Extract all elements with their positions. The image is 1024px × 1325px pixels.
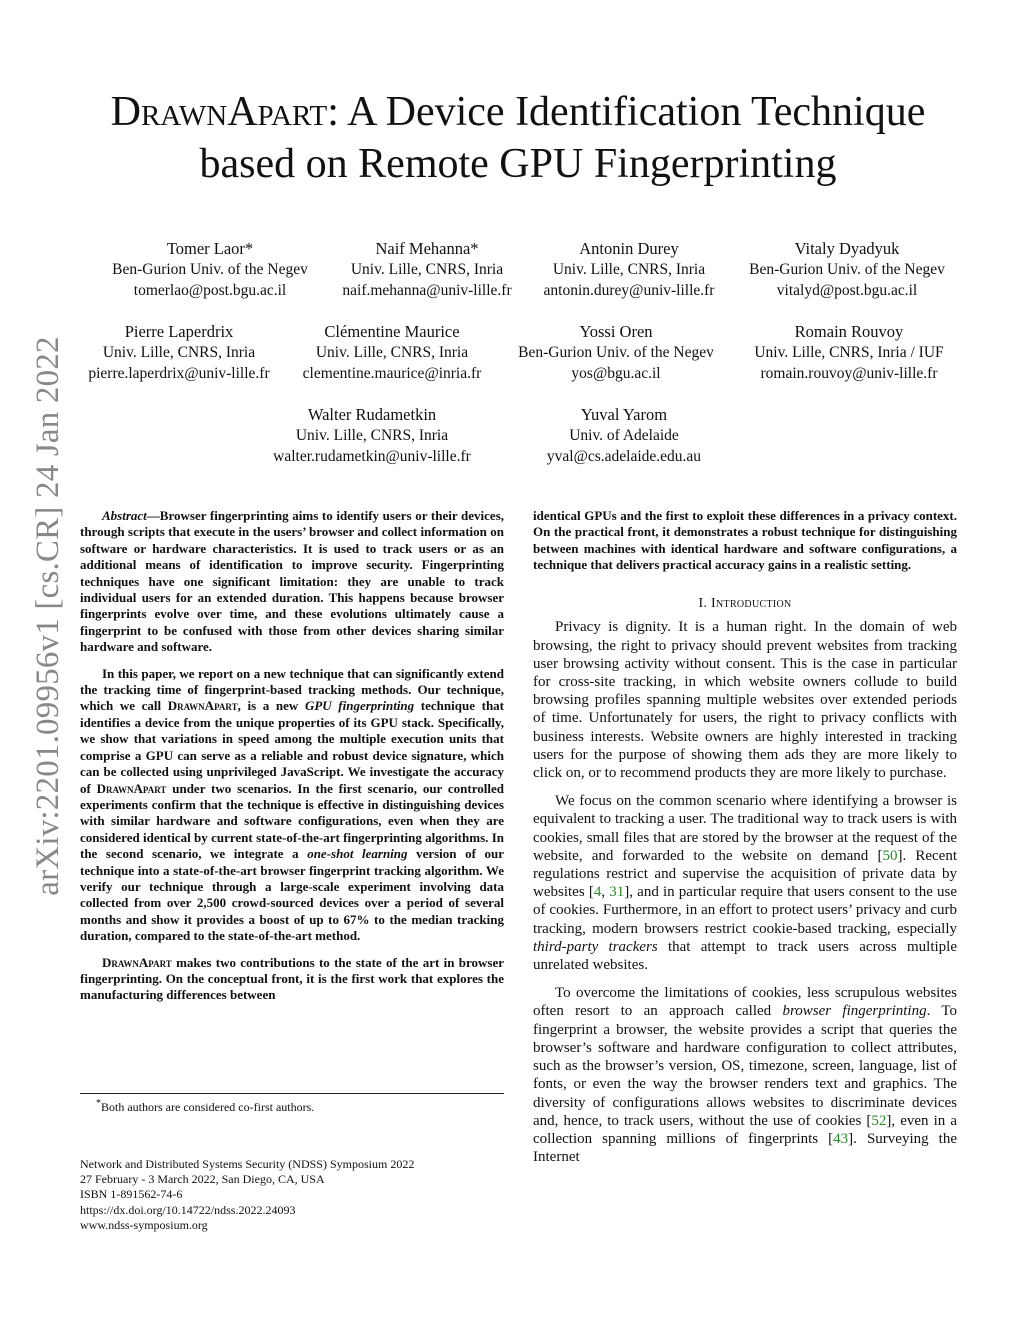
- conference-line: ISBN 1-891562-74-6: [80, 1187, 183, 1202]
- paper-title: [60, 86, 976, 190]
- citation-link[interactable]: 43: [833, 1130, 849, 1147]
- author-email: clementine.maurice@inria.fr: [302, 365, 482, 382]
- citation-link[interactable]: 50: [882, 847, 898, 864]
- author-block: [262, 321, 522, 384]
- author-name: Yuval Yarom: [580, 405, 668, 424]
- author-affiliation: Univ. Lille, CNRS, Inria: [350, 261, 504, 278]
- author-name: Tomer Laor*: [166, 239, 254, 258]
- author-name: Antonin Durey: [579, 239, 679, 258]
- abstract: [80, 508, 504, 1014]
- author-name: Walter Rudametkin: [307, 405, 437, 424]
- author-affiliation: Univ. Lille, CNRS, Inria / IUF: [754, 344, 944, 361]
- author-email: walter.rudametkin@univ-lille.fr: [273, 448, 471, 465]
- author-affiliation: Univ. Lille, CNRS, Inria: [315, 344, 469, 361]
- conference-line: Network and Distributed Systems Security (NDSS) Symposium 2022: [80, 1157, 415, 1171]
- author-name: Pierre Laperdrix: [124, 322, 234, 341]
- author-email: romain.rouvoy@univ-lille.fr: [760, 365, 938, 382]
- arxiv-stamp: arXiv:2201.09956v1 [cs.CR] 24 Jan 2022: [30, 336, 66, 896]
- author-affiliation: Ben-Gurion Univ. of the Negev: [749, 261, 945, 278]
- footnote: [96, 1097, 504, 1114]
- author-block: [242, 404, 502, 467]
- right-column: [533, 508, 957, 1176]
- author-block: [494, 404, 754, 467]
- body-paragraph: To overcome the limitations of cookies, less scrupulous websites often resort to an approach called browser fingerprinting. To fingerprint a browser, the website provides a script that queries the browser’s software and hardware configuration to collect attributes, such as the browser’s version, OS, timezone, screen, language, list of fonts, or even the way the browser renders text and graphics. The diversity of configurations allows websites to discriminate devices and, hence, to track users, without the use of cookies [52], even in a collection spanning millions of fingerprints [43]. Surveying the Internet: [533, 985, 957, 1166]
- author-name: Clémentine Maurice: [324, 322, 460, 341]
- section-heading: [533, 596, 957, 613]
- author-email: naif.mehanna@univ-lille.fr: [342, 282, 512, 299]
- author-block: [486, 321, 746, 384]
- title-rest: : A Device Identification Technique: [327, 89, 926, 135]
- title-name: DrawnApart: [110, 89, 328, 135]
- author-name: Vitaly Dyadyuk: [794, 239, 900, 258]
- footnote-text: Both authors are considered co-first authors.: [101, 1100, 315, 1114]
- title-line2: based on Remote GPU Fingerprinting: [199, 141, 837, 187]
- author-email: pierre.laperdrix@univ-lille.fr: [88, 365, 270, 382]
- citation-link[interactable]: 31: [609, 884, 625, 901]
- body-paragraph: We focus on the common scenario where identifying a browser is equivalent to tracking a user. The traditional way to track users is with cookies, small files that are stored by the browser at the request of the website, and forwarded to the website on demand [50]. Recent regulations restrict and supervise the acquisition of private data by websites [4, 31], and in particular require that users consent to the use of cookies. Furthermore, in an effort to protect users’ privacy and curb tracking, modern browsers restrict cookie-based tracking, especially third-party trackers that attempt to track users across multiple unrelated websites.: [533, 793, 958, 974]
- author-email: yval@cs.adelaide.edu.au: [546, 448, 702, 465]
- section-number: I.: [698, 595, 708, 611]
- author-affiliation: Ben-Gurion Univ. of the Negev: [518, 344, 714, 361]
- citation-link[interactable]: 4: [593, 884, 602, 901]
- author-email: yos@bgu.ac.il: [571, 365, 661, 382]
- conference-info: [80, 1157, 504, 1233]
- author-affiliation: Ben-Gurion Univ. of the Negev: [112, 261, 308, 278]
- abstract-paragraph: DrawnApart makes two contributions to the state of the art in browser fingerprinting. On the conceptual front, it is the first work that explores the manufacturing differences between: [80, 954, 504, 1003]
- author-name: Yossi Oren: [579, 322, 653, 341]
- author-block: [719, 321, 979, 384]
- abstract-paragraph: Abstract—Browser fingerprinting aims to identify users or their devices, through scripts that execute in the users’ browser and collect information on software or hardware characteristics. It is used to track users or as an additional means of identification to improve security. Fingerprinting techniques have one significant limitation: they are unable to track individual users for an extended duration. This happens because browser fingerprints evolve over time, and these evolutions ultimately cause a fingerprint to be confused with those from other devices sharing similar hardware and software.: [80, 508, 504, 655]
- author-email: tomerlao@post.bgu.ac.il: [133, 282, 287, 299]
- author-affiliation: Univ. of Adelaide: [569, 427, 679, 444]
- conference-line: https://dx.doi.org/10.14722/ndss.2022.24093: [80, 1202, 296, 1217]
- citation-link[interactable]: 52: [871, 1112, 887, 1129]
- author-name: Naif Mehanna*: [375, 239, 479, 258]
- author-email: vitalyd@post.bgu.ac.il: [776, 282, 918, 299]
- abstract-label: Abstract: [102, 508, 147, 523]
- author-block: [717, 238, 977, 301]
- abstract-paragraph: In this paper, we report on a new technique that can significantly extend the tracking time of fingerprint-based tracking methods. Our technique, which we call DrawnApart, is a new GPU fingerprinting technique that identifies a device from the unique properties of its GPU stack. Specifically, we show that variations in speed among the multiple execution units that comprise a GPU can serve as a reliable and robust device signature, which can be collected using unprivileged JavaScript. We investigate the accuracy of DrawnApart under two scenarios. In the first scenario, our controlled experiments confirm that the technique is effective in distinguishing devices with similar hardware and software configurations, even when they are considered identical by current state-of-the-art fingerprinting algorithms. In the second scenario, we integrate a one-shot learning version of our technique into a state-of-the-art browser fingerprint tracking algorithm. We verify our technique through a large-scale experiment involving data collected from over 2,500 crowd-sourced devices over a period of several months and show it provides a boost of up to 67% to the median tracking duration, compared to the state-of-the-art method.: [80, 665, 505, 944]
- author-email: antonin.durey@univ-lille.fr: [543, 282, 715, 299]
- section-title: Introduction: [711, 595, 792, 611]
- conference-line: www.ndss-symposium.org: [80, 1217, 208, 1232]
- author-affiliation: Univ. Lille, CNRS, Inria: [102, 344, 256, 361]
- author-name: Romain Rouvoy: [794, 322, 904, 341]
- footnote-mark: *: [96, 1098, 101, 1109]
- abstract-continuation: identical GPUs and the first to exploit these differences in a privacy context. On the practical front, it demonstrates a robust technique for distinguishing between machines with identical hardware and software configurations, a technique that delivers practical accuracy gains in a realistic setting.: [533, 508, 957, 573]
- footnote-rule: [80, 1093, 504, 1094]
- conference-line: 27 February - 3 March 2022, San Diego, CA, USA: [80, 1172, 325, 1187]
- section-body: [533, 618, 957, 1166]
- author-affiliation: Univ. Lille, CNRS, Inria: [552, 261, 706, 278]
- body-paragraph: Privacy is dignity. It is a human right. In the domain of web browsing, the right to privacy should prevent websites from tracking user browsing activity without consent. This is the case in particular for cross-site tracking, in which website owners collude to build browsing profiles spanning multiple websites over extended periods of time. Unfortunately for users, the right to privacy conflicts with business interests. Website owners are highly interested in tracking users for the purpose of showing them ads they are more likely to click on, or to recommend products they are more likely to purchase.: [533, 619, 957, 782]
- author-affiliation: Univ. Lille, CNRS, Inria: [295, 427, 449, 444]
